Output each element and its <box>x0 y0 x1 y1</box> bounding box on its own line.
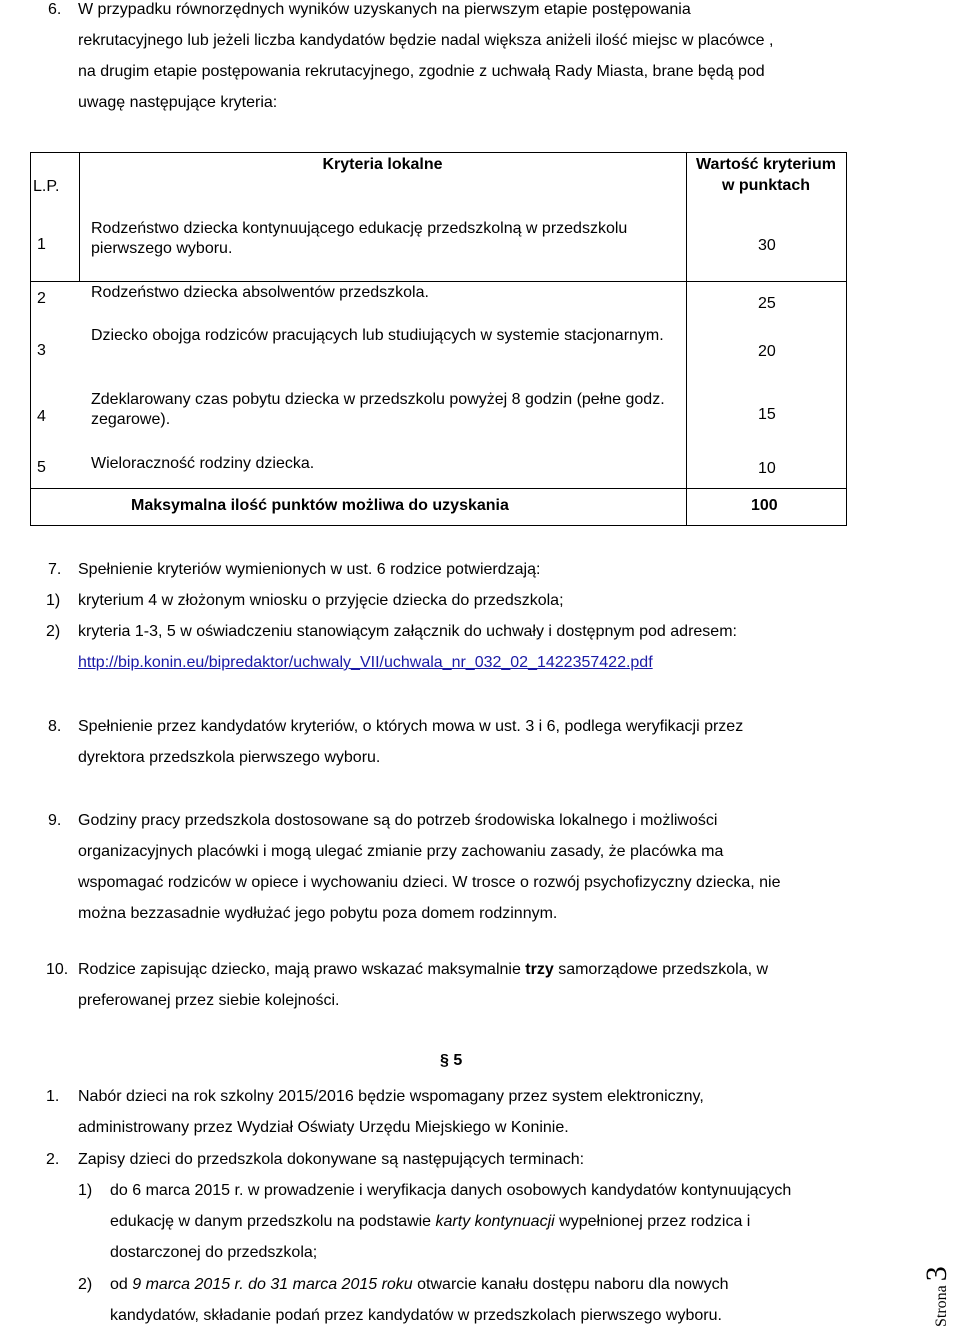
paragraph-number: 8. <box>48 718 62 735</box>
text-line <box>110 1269 920 1300</box>
row-lp: 2 <box>37 290 46 307</box>
row-lp: 4 <box>37 408 46 425</box>
text-line: do 6 marca 2015 r. w prowadzenie i weryfikacja danych osobowych kandydatów kontynuujących <box>110 1182 792 1199</box>
section-title: § 5 <box>440 1052 463 1069</box>
header-criteria: Kryteria lokalne <box>322 156 443 173</box>
list-item: kryterium 4 w złożonym wniosku o przyjęcie dziecka do przedszkola; <box>78 592 564 609</box>
text-segment: edukację w danym przedszkolu na podstawie <box>110 1213 436 1230</box>
row-lp: 1 <box>37 236 46 253</box>
text-line: Zapisy dzieci do przedszkola dokonywane są następujących terminach: <box>78 1151 585 1168</box>
text-segment: Rodzice zapisując dziecko, mają prawo wskazać maksymalnie <box>78 961 526 978</box>
text-line: Spełnienie przez kandydatów kryteriów, o których mowa w ust. 3 i 6, podlega weryfikacji przez <box>78 718 744 735</box>
paragraph-7: Spełnienie kryteriów wymienionych w ust. 6 rodzice potwierdzają: <box>78 561 541 578</box>
row-criterion: Zdeklarowany czas pobytu dziecka w przedszkolu powyżej 8 godzin (pełne godz. zegarowe). <box>91 391 665 428</box>
text-segment: wypełnionej przez rodzica i <box>554 1213 751 1230</box>
text-line: dyrektora przedszkola pierwszego wyboru. <box>78 749 381 766</box>
paragraph-number: 2. <box>46 1151 60 1168</box>
text-line: można bezzasadnie wydłużać jego pobytu poza domem rodzinnym. <box>78 905 558 922</box>
total-label: Maksymalna ilość punktów możliwa do uzyskania <box>131 497 509 514</box>
text-line: preferowanej przez siebie kolejności. <box>78 992 340 1009</box>
paragraph-number: 10. <box>46 961 69 978</box>
row-points: 10 <box>758 460 776 477</box>
text-line: wspomagać rodziców w opiece i wychowaniu dzieci. W trosce o rozwój psychofizyczny dziecka, nie <box>78 874 781 891</box>
text-line: rekrutacyjnego lub jeżeli liczba kandydatów będzie nadal większa aniżeli ilość miejsc w placówce , <box>78 32 774 49</box>
table-divider <box>31 488 846 489</box>
table-divider <box>686 153 687 525</box>
paragraph-number: 7. <box>48 561 62 578</box>
row-lp: 5 <box>37 459 46 476</box>
paragraph-number: 9. <box>48 812 62 829</box>
list-number: 1) <box>46 592 61 609</box>
text-line: Nabór dzieci na rok szkolny 2015/2016 będzie wspomagany przez system elektroniczny, <box>78 1088 704 1105</box>
bip-link[interactable]: http://bip.konin.eu/bipredaktor/uchwaly_VII/uchwala_nr_032_02_1422357422.pdf <box>78 654 653 671</box>
intro-paragraph <box>78 0 900 118</box>
italic-text: karty kontynuacji <box>435 1213 555 1230</box>
list-number: 1) <box>78 1182 93 1199</box>
page-number-footer <box>920 1237 958 1327</box>
text-line: W przypadku równorzędnych wyników uzyskanych na pierwszym etapie postępowania <box>78 1 691 18</box>
row-points: 30 <box>758 237 776 254</box>
paragraph-9 <box>78 805 900 929</box>
paragraph-number: 6. <box>48 1 62 18</box>
row-points: 20 <box>758 343 776 360</box>
table-divider <box>31 281 846 282</box>
total-value: 100 <box>751 497 778 514</box>
italic-text: 9 marca 2015 r. do 31 marca 2015 roku <box>132 1276 413 1293</box>
text-line: kandydatów, składanie podań przez kandydatów w przedszkolach pierwszego wyboru. <box>110 1307 722 1324</box>
row-lp: 3 <box>37 342 46 359</box>
text-line: administrowany przez Wydział Oświaty Urzędu Miejskiego w Koninie. <box>78 1119 569 1136</box>
row-criterion: Rodzeństwo dziecka kontynuującego edukację przedszkolną w przedszkolu pierwszego wyboru. <box>91 220 628 257</box>
header-points: Wartość kryterium w punktach <box>696 156 836 194</box>
bold-text: trzy <box>525 961 554 978</box>
text-line: uwagę następujące kryteria: <box>78 94 278 111</box>
text-segment: od <box>110 1276 133 1293</box>
list-number: 2) <box>46 623 61 640</box>
text-line: organizacyjnych placówki i mogą ulegać zmianie przy zachowaniu zasady, że placówka ma <box>78 843 724 860</box>
row-criterion: Wieloraczność rodziny dziecka. <box>91 455 315 472</box>
row-criterion: Dziecko obojga rodziców pracujących lub studiujących w systemie stacjonarnym. <box>91 327 664 344</box>
text-line <box>110 1206 920 1237</box>
row-points: 25 <box>758 295 776 312</box>
row-criterion: Rodzeństwo dziecka absolwentów przedszkola. <box>91 284 429 301</box>
paragraph-number: 1. <box>46 1088 60 1105</box>
page-label <box>920 1266 954 1327</box>
text-line: dostarczonej do przedszkola; <box>110 1244 318 1261</box>
text-segment: otwarcie kanału dostępu naboru dla nowych <box>412 1276 729 1293</box>
text-line: Godziny pracy przedszkola dostosowane są do potrzeb środowiska lokalnego i możliwości <box>78 812 718 829</box>
text-line: na drugim etapie postępowania rekrutacyjnego, zgodnie z uchwałą Rady Miasta, brane będą pod <box>78 63 765 80</box>
page-word: Strona <box>933 1285 950 1327</box>
text-line <box>78 954 900 985</box>
page-number: 3 <box>920 1266 953 1282</box>
list-item: kryteria 1-3, 5 w oświadczeniu stanowiącym załącznik do uchwały i dostępnym pod adresem: <box>78 623 737 640</box>
text-segment: samorządowe przedszkola, w <box>553 961 769 978</box>
header-lp: L.P. <box>33 178 60 195</box>
row-points: 15 <box>758 406 776 423</box>
criteria-table <box>30 152 847 526</box>
list-number: 2) <box>78 1276 93 1293</box>
